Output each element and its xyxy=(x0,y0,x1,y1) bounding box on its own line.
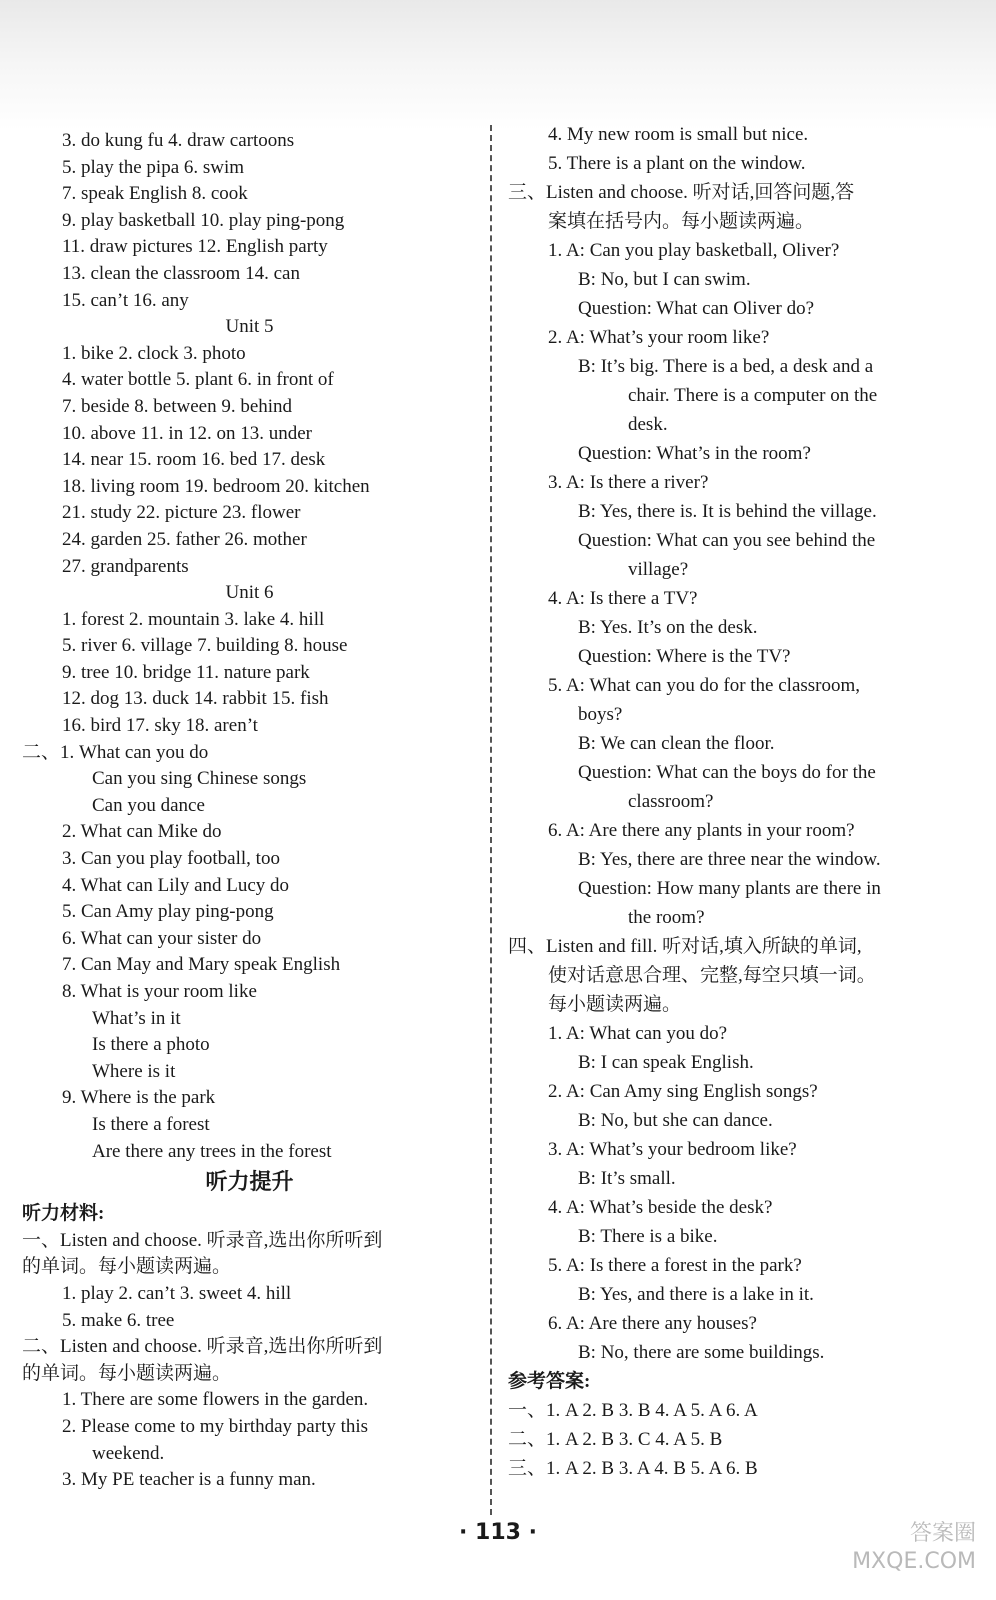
left-text-line: 一、Listen and choose. 听录音,选出你所听到 xyxy=(22,1229,383,1251)
left-text-line: 21. study 22. picture 23. flower xyxy=(62,502,301,524)
right-text-line: boys? xyxy=(578,704,623,725)
left-text-line: 7. speak English 8. cook xyxy=(62,183,248,205)
left-text-line: 18. living room 19. bedroom 20. kitchen xyxy=(62,475,370,497)
left-text-line: 5. river 6. village 7. building 8. house xyxy=(62,635,348,657)
left-text-line: 3. do kung fu 4. draw cartoons xyxy=(62,130,295,151)
watermark-logo xyxy=(852,1520,976,1576)
left-text-line: Where is it xyxy=(92,1060,176,1082)
right-text-line: 2. A: What’s your room like? xyxy=(548,327,770,348)
left-text-line: 7. beside 8. between 9. behind xyxy=(62,395,293,417)
right-text-line: chair. There is a computer on the xyxy=(628,385,878,406)
right-text-line: 每小题读两遍。 xyxy=(548,994,682,1015)
left-text-line: 4. What can Lily and Lucy do xyxy=(62,874,290,896)
left-text-line: Can you dance xyxy=(92,794,205,816)
left-text-line: 的单词。每小题读两遍。 xyxy=(22,1256,232,1278)
left-text-line: 24. garden 25. father 26. mother xyxy=(62,528,307,550)
column-divider xyxy=(490,125,492,1515)
left-text-line: Can you sing Chinese songs xyxy=(92,768,307,790)
left-text-line: 10. above 11. in 12. on 13. under xyxy=(62,422,312,444)
right-text-line: B: Yes. It’s on the desk. xyxy=(578,617,758,638)
left-text-line: Is there a forest xyxy=(92,1113,210,1135)
right-text-line: B: No, but I can swim. xyxy=(578,269,751,290)
left-text-line: 2. Please come to my birthday party this xyxy=(62,1415,369,1437)
left-text-line: 9. tree 10. bridge 11. nature park xyxy=(62,661,310,683)
left-text-line: 16. bird 17. sky 18. aren’t xyxy=(62,715,258,737)
left-text-line: 5. make 6. tree xyxy=(62,1309,175,1331)
left-text-line: 听力材料: xyxy=(22,1203,105,1225)
watermark-line: 答案圈 xyxy=(909,1521,976,1546)
right-text-line: 4. A: What’s beside the desk? xyxy=(548,1197,773,1218)
right-text-line: 一、1. A 2. B 3. B 4. A 5. A 6. A xyxy=(508,1400,758,1421)
right-text-line: 1. A: Can you play basketball, Oliver? xyxy=(548,240,840,261)
right-text-line: B: Yes, and there is a lake in it. xyxy=(578,1284,814,1305)
right-text-line: village? xyxy=(628,559,689,580)
left-text-line: 7. Can May and Mary speak English xyxy=(62,954,341,976)
left-text-line: Unit 6 xyxy=(225,582,274,604)
left-text-line: 14. near 15. room 16. bed 17. desk xyxy=(62,449,326,471)
right-text-line: 案填在括号内。每小题读两遍。 xyxy=(548,211,815,232)
left-text-line: 1. bike 2. clock 3. photo xyxy=(62,342,246,364)
left-text-line: 4. water bottle 5. plant 6. in front of xyxy=(62,369,334,391)
left-text-line: 的单词。每小题读两遍。 xyxy=(22,1362,232,1384)
left-text-line: Is there a photo xyxy=(92,1034,210,1056)
right-text-line: 使对话意思合理、完整,每空只填一词。 xyxy=(548,965,876,986)
right-text-line: 4. A: Is there a TV? xyxy=(548,588,698,609)
left-text-line: 9. Where is the park xyxy=(62,1087,216,1109)
right-text-line: desk. xyxy=(628,414,668,435)
right-text-line: 6. A: Are there any plants in your room? xyxy=(548,820,855,841)
left-text-line: 6. What can your sister do xyxy=(62,927,262,949)
scan-top-band xyxy=(0,0,996,130)
left-text-line: 3. Can you play football, too xyxy=(62,848,280,870)
left-text-line: 13. clean the classroom 14. can xyxy=(62,262,300,284)
right-text-line: Question: What can Oliver do? xyxy=(578,298,815,319)
right-text-line: Question: How many plants are there in xyxy=(578,878,881,899)
left-text-line: Are there any trees in the forest xyxy=(92,1140,332,1162)
right-text-line: Question: What can you see behind the xyxy=(578,530,876,551)
left-column xyxy=(22,128,477,1494)
right-text-line: 二、1. A 2. B 3. C 4. A 5. B xyxy=(508,1429,723,1450)
right-text-line: B: Yes, there are three near the window. xyxy=(578,849,881,870)
left-text-line: 听力提升 xyxy=(205,1170,294,1196)
left-text-line: 15. can’t 16. any xyxy=(62,289,189,311)
right-text-line: 2. A: Can Amy sing English songs? xyxy=(548,1081,818,1102)
left-text-line: 5. Can Amy play ping-pong xyxy=(62,901,274,923)
page-number: · 113 · xyxy=(459,1520,537,1545)
left-text-line: 1. forest 2. mountain 3. lake 4. hill xyxy=(62,608,325,630)
right-text-line: B: No, but she can dance. xyxy=(578,1110,773,1131)
right-text-line: Question: Where is the TV? xyxy=(578,646,791,667)
right-text-line: B: We can clean the floor. xyxy=(578,733,775,754)
right-text-line: Question: What can the boys do for the xyxy=(578,762,876,783)
left-text-line: 1. play 2. can’t 3. sweet 4. hill xyxy=(62,1282,292,1304)
left-text-line: 3. My PE teacher is a funny man. xyxy=(62,1469,316,1491)
right-text-line: B: There is a bike. xyxy=(578,1226,718,1247)
right-text-line: B: It’s small. xyxy=(578,1168,676,1189)
right-text-line: 参考答案: xyxy=(508,1371,591,1392)
right-text-line: the room? xyxy=(628,907,705,928)
right-text-line: 1. A: What can you do? xyxy=(548,1023,728,1044)
left-text-line: 8. What is your room like xyxy=(62,981,257,1002)
right-text-line: 5. A: What can you do for the classroom, xyxy=(548,675,861,696)
right-text-line: 三、1. A 2. B 3. A 4. B 5. A 6. B xyxy=(508,1458,758,1479)
left-text-line: 5. play the pipa 6. swim xyxy=(62,156,245,178)
left-text-line: 二、Listen and choose. 听录音,选出你所听到 xyxy=(22,1336,383,1358)
right-text-line: classroom? xyxy=(628,791,714,812)
right-text-line: 三、Listen and choose. 听对话,回答问题,答 xyxy=(508,182,855,203)
left-text-line: Unit 5 xyxy=(225,316,274,338)
right-text-line: B: I can speak English. xyxy=(578,1052,754,1073)
right-text-line: 6. A: Are there any houses? xyxy=(548,1313,757,1334)
right-text-line: 3. A: Is there a river? xyxy=(548,472,709,493)
right-text-line: Question: What’s in the room? xyxy=(578,443,811,464)
right-text-line: 3. A: What’s your bedroom like? xyxy=(548,1139,797,1160)
left-text-line: 11. draw pictures 12. English party xyxy=(62,236,328,258)
right-text-line: 4. My new room is small but nice. xyxy=(548,124,809,145)
left-text-line: 12. dog 13. duck 14. rabbit 15. fish xyxy=(62,688,329,710)
right-text-line: B: It’s big. There is a bed, a desk and a xyxy=(578,356,874,377)
right-text-line: B: Yes, there is. It is behind the village. xyxy=(578,501,877,522)
left-text-line: 1. There are some flowers in the garden. xyxy=(62,1389,369,1411)
right-text-line: 四、Listen and fill. 听对话,填入所缺的单词, xyxy=(508,936,862,957)
left-text-line: 9. play basketball 10. play ping-pong xyxy=(62,209,345,231)
right-text-line: B: No, there are some buildings. xyxy=(578,1342,825,1363)
left-text-line: 2. What can Mike do xyxy=(62,821,222,843)
right-column xyxy=(508,120,968,1483)
left-text-line: 二、1. What can you do xyxy=(22,741,209,763)
right-text-line: 5. A: Is there a forest in the park? xyxy=(548,1255,802,1276)
right-text-line: 5. There is a plant on the window. xyxy=(548,153,806,174)
left-text-line: What’s in it xyxy=(92,1007,181,1029)
watermark-line: MXQE.COM xyxy=(852,1549,976,1574)
left-text-line: weekend. xyxy=(92,1442,165,1464)
left-text-line: 27. grandparents xyxy=(62,555,189,577)
